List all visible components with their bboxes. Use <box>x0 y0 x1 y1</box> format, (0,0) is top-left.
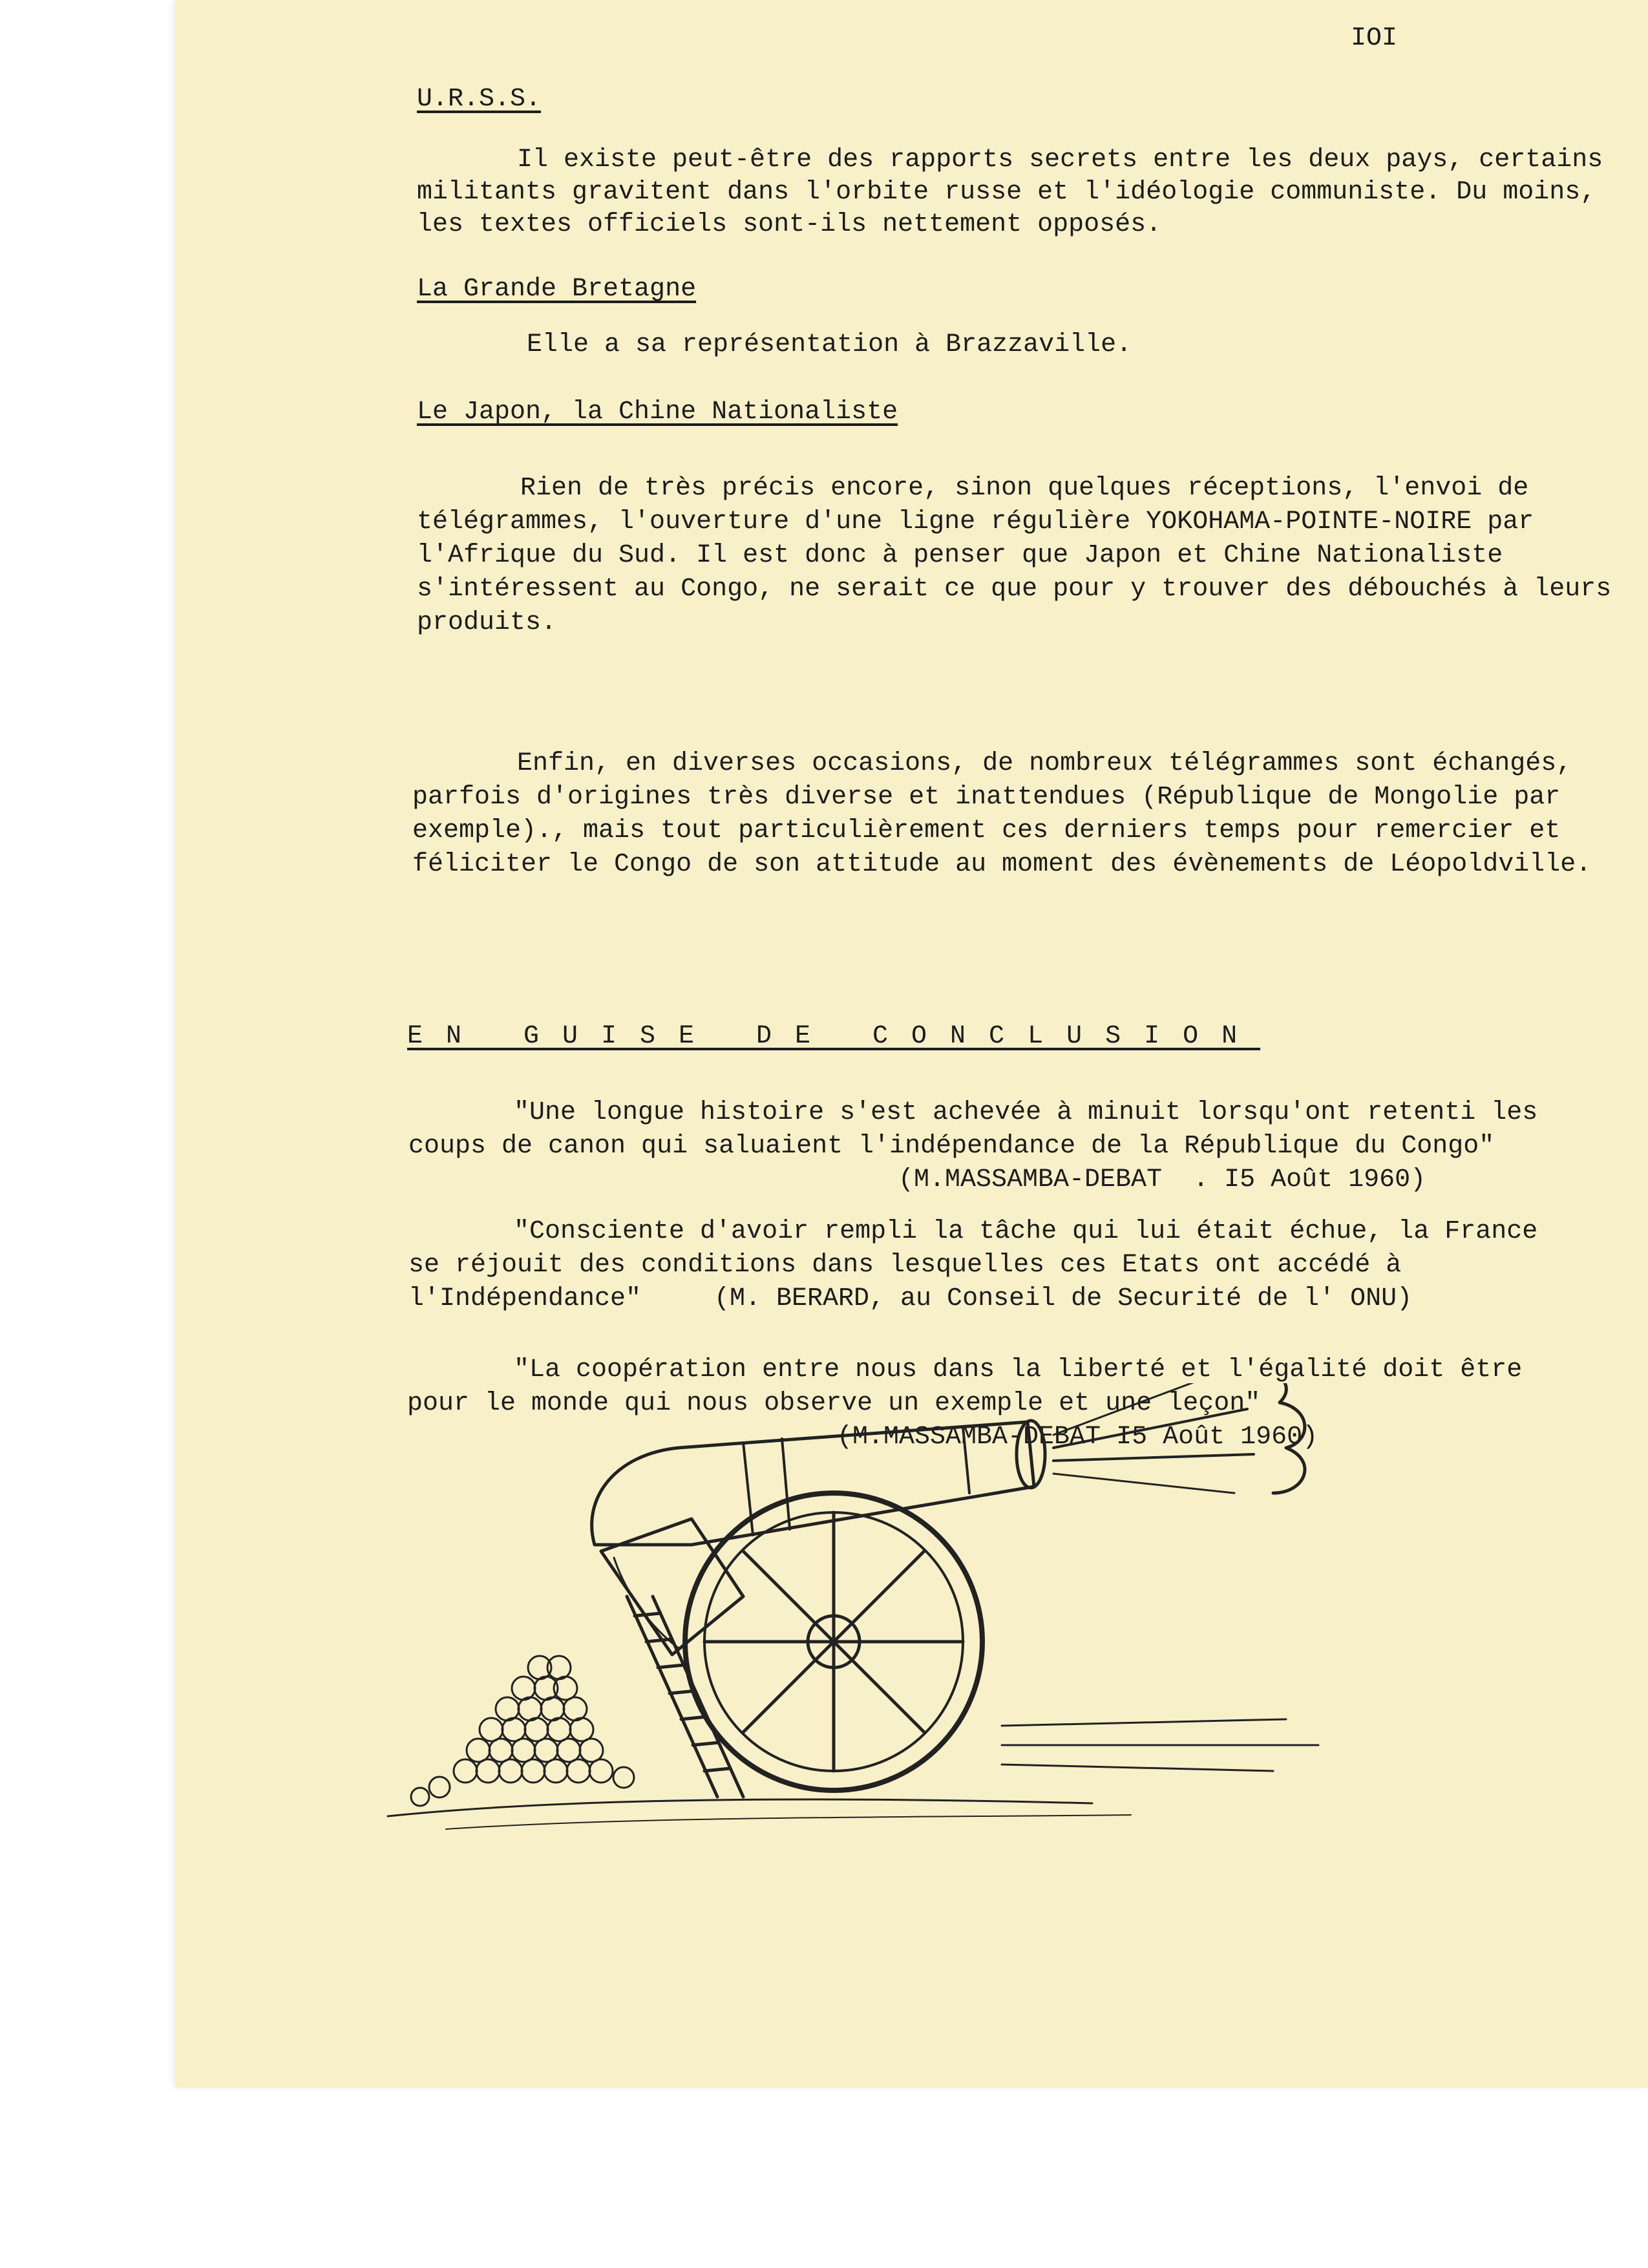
quote-line: "La coopération entre nous dans la liberté et l'égalité doit être <box>514 1355 1523 1384</box>
quote-line: coups de canon qui saluaient l'indépendance de la République du Congo" <box>408 1132 1495 1161</box>
paragraph-line: exemple)., mais tout particulièrement ces derniers temps pour remercier et <box>412 816 1561 845</box>
quote-attribution: (M.MASSAMBA-DEBAT . I5 Août 1960) <box>898 1165 1426 1194</box>
paragraph-line: parfois d'origines très diverse et inattendues (République de Mongolie par <box>412 783 1561 812</box>
quote-line: "Consciente d'avoir rempli la tâche qui lui était échue, la France <box>514 1217 1538 1246</box>
paragraph-line: télégrammes, l'ouverture d'une ligne régulière YOKOHAMA-POINTE-NOIRE par <box>417 507 1534 536</box>
paragraph-line: s'intéressent au Congo, ne serait ce que pour y trouver des débouchés à leurs <box>417 575 1612 604</box>
paragraph-line: Elle a sa représentation à Brazzaville. <box>527 330 1132 359</box>
paragraph-line: Enfin, en diverses occasions, de nombreux télégrammes sont échangés, <box>517 749 1572 778</box>
paragraph-line: Rien de très précis encore, sinon quelques réceptions, l'envoi de <box>520 474 1529 503</box>
quote-attribution: (M. BERARD, au Conseil de Securité de l' ONU) <box>714 1284 1413 1313</box>
section-heading-japon-chine: Le Japon, la Chine Nationaliste <box>417 397 898 427</box>
conclusion-heading: EN GUISE DE CONCLUSION <box>407 1022 1261 1051</box>
quote-line: l'Indépendance" <box>408 1284 642 1313</box>
paragraph-line: militants gravitent dans l'orbite russe et l'idéologie communiste. Du moins, <box>417 178 1596 207</box>
section-heading-urss: U.R.S.S. <box>417 85 542 114</box>
paragraph-line: l'Afrique du Sud. Il est donc à penser que Japon et Chine Nationaliste <box>417 541 1503 570</box>
paragraph-line: les textes officiels sont-ils nettement opposés. <box>417 210 1162 239</box>
quote-attribution: (M.MASSAMBA-DEBAT I5 Août 1960) <box>837 1423 1318 1452</box>
quote-line: pour le monde qui nous observe un exemple et une leçon" <box>407 1389 1261 1418</box>
paragraph-line: Il existe peut-être des rapports secrets entre les deux pays, certains <box>517 145 1603 175</box>
quote-line: "Une longue histoire s'est achevée à minuit lorsqu'ont retenti les <box>514 1098 1538 1127</box>
section-heading-grande-bretagne: La Grande Bretagne <box>417 275 697 304</box>
cannon-illustration <box>381 1383 1480 1861</box>
paragraph-line: produits. <box>417 608 557 637</box>
paragraph-line: féliciter le Congo de son attitude au moment des évènements de Léopoldville. <box>412 850 1592 879</box>
quote-line: se réjouit des conditions dans lesquelles ces Etats ont accédé à <box>408 1251 1402 1280</box>
page-number: IOI <box>1351 24 1398 53</box>
